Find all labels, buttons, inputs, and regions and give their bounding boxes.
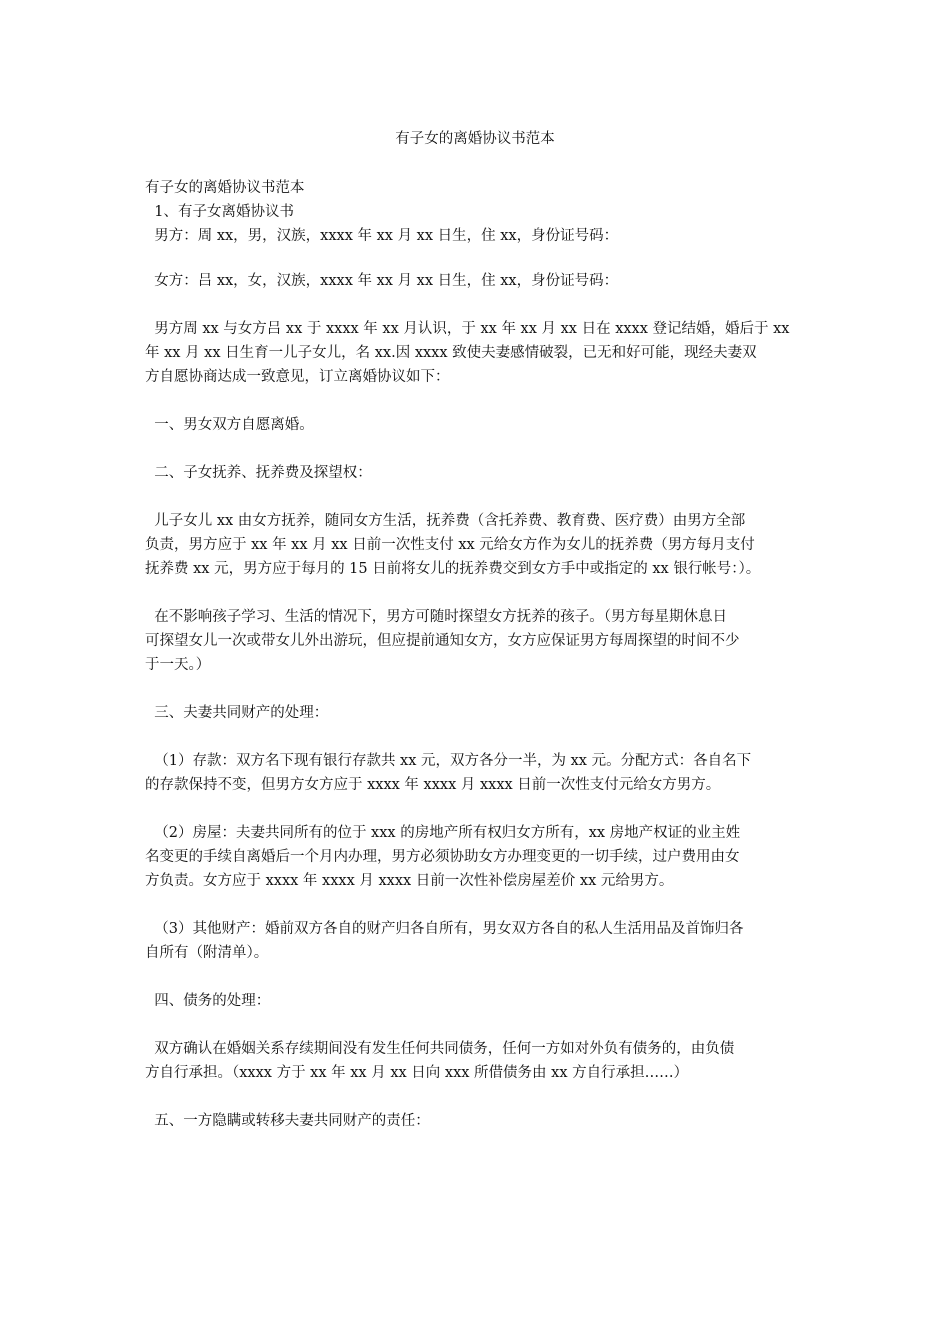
intro-paragraph-line-3: 方自愿协商达成一致意见，订立离婚协议如下： bbox=[145, 369, 450, 385]
female-party-line: 女方：吕 xx，女，汉族，xxxx 年 xx 月 xx 日生，住 xx，身份证号码： bbox=[145, 273, 619, 289]
section-five-heading: 五、一方隐瞒或转移夫妻共同财产的责任： bbox=[145, 1113, 430, 1129]
intro-paragraph-line-2: 年 xx 月 xx 日生育一儿子女儿，名 xx.因 xxxx 致使夫妻感情破裂，已无和好可能，现经夫妻双 bbox=[145, 345, 757, 361]
male-party-line: 男方：周 xx，男，汉族，xxxx 年 xx 月 xx 日生，住 xx，身份证号码： bbox=[145, 228, 619, 244]
section-four-heading: 四、债务的处理： bbox=[145, 993, 271, 1009]
other-property-paragraph-line-2: 自所有（附清单）。 bbox=[145, 945, 269, 961]
house-paragraph-line-2: 名变更的手续自离婚后一个月内办理，男方必须协助女方办理变更的一切手续，过户费用由女 bbox=[145, 849, 740, 865]
body-heading: 有子女的离婚协议书范本 bbox=[145, 180, 305, 196]
house-paragraph-line-3: 方负责。女方应于 xxxx 年 xxxx 月 xxxx 日前一次性补偿房屋差价 xx 元给男方。 bbox=[145, 873, 674, 889]
visitation-paragraph-line-1: 在不影响孩子学习、生活的情况下，男方可随时探望女方抚养的孩子。（男方每星期休息日 bbox=[145, 609, 727, 625]
custody-paragraph-line-2: 负责，男方应于 xx 年 xx 月 xx 日前一次性支付 xx 元给女方作为女儿的抚养费（男方每月支付 bbox=[145, 537, 755, 553]
other-property-paragraph-line-1: （3）其他财产：婚前双方各自的财产归各自所有，男女双方各自的私人生活用品及首饰归各 bbox=[145, 921, 744, 937]
agreement-subtitle: 1、有子女离婚协议书 bbox=[145, 204, 294, 220]
document-body bbox=[145, 176, 810, 1133]
debt-paragraph-line-2: 方自行承担。（xxxx 方于 xx 年 xx 月 xx 日向 xxx 所借债务由 xx 方自行承担……） bbox=[145, 1065, 689, 1081]
intro-paragraph-line-1: 男方周 xx 与女方吕 xx 于 xxxx 年 xx 月认识，于 xx 年 xx 月 xx 日在 xxxx 登记结婚，婚后于 xx bbox=[145, 321, 790, 337]
section-three-heading: 三、夫妻共同财产的处理： bbox=[145, 705, 329, 721]
section-two-heading: 二、子女抚养、抚养费及探望权： bbox=[145, 465, 372, 481]
visitation-paragraph-line-3: 于一天。） bbox=[145, 657, 211, 673]
deposits-paragraph-line-1: （1）存款：双方名下现有银行存款共 xx 元，双方各分一半，为 xx 元。分配方式：各自名下 bbox=[145, 753, 752, 769]
house-paragraph-line-1: （2）房屋：夫妻共同所有的位于 xxx 的房地产所有权归女方所有，xx 房地产权证的业主姓 bbox=[145, 825, 741, 841]
document-title: 有子女的离婚协议书范本 bbox=[395, 131, 555, 147]
custody-paragraph-line-3: 抚养费 xx 元，男方应于每月的 15 日前将女儿的抚养费交到女方手中或指定的 xx 银行帐号：）。 bbox=[145, 561, 761, 577]
custody-paragraph-line-1: 儿子女儿 xx 由女方抚养，随同女方生活，抚养费（含托养费、教育费、医疗费）由男方全部 bbox=[145, 513, 746, 529]
debt-paragraph-line-1: 双方确认在婚姻关系存续期间没有发生任何共同债务，任何一方如对外负有债务的，由负债 bbox=[145, 1041, 735, 1057]
section-one-heading: 一、男女双方自愿离婚。 bbox=[145, 417, 314, 433]
visitation-paragraph-line-2: 可探望女儿一次或带女儿外出游玩，但应提前通知女方，女方应保证男方每周探望的时间不少 bbox=[145, 633, 740, 649]
deposits-paragraph-line-2: 的存款保持不变，但男方女方应于 xxxx 年 xxxx 月 xxxx 日前一次性支付元给女方男方。 bbox=[145, 777, 721, 793]
